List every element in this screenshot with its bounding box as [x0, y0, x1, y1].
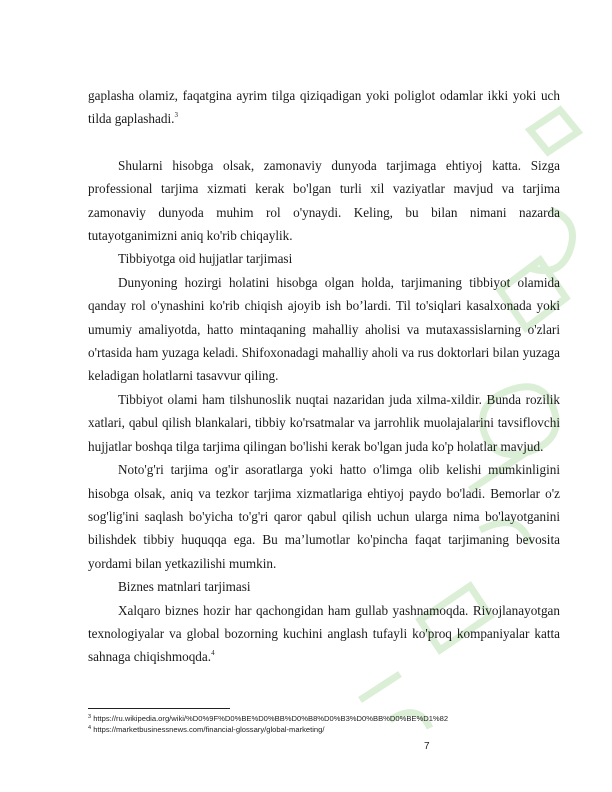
paragraph-1: gaplasha olamiz, faqatgina ayrim tilga qiziqadigan yoki poliglot odamlar ikki yoki uch tilda gaplashadi.$^3$ [88, 88, 560, 127]
body-text [88, 84, 560, 669]
section-heading-medical: Tibbiyotga oid hujjatlar tarjimasi [118, 251, 293, 267]
footnote-ref-4[interactable]: 4 [211, 649, 215, 658]
section-heading-business: Biznes matnlari tarjimasi [118, 579, 251, 595]
page-number: 7 [424, 741, 430, 752]
footnote-link[interactable]: https://ru.wikipedia.org/wiki/%D0%9F%D0%BE%D0%BB%D0%B8%D0%B3%D0%BB%D0%BE%D1%82 [93, 714, 449, 723]
footnote-3: $^3$ https://ru.wikipedia.org/wiki/%D0%9F%D0%BE%D0%BB%D0%B8%D0%B3%D0%BB%D0%BE%D1%82 [88, 714, 449, 723]
footnotes [88, 713, 560, 736]
paragraph-4: Tibbiyot olami ham tilshunoslik nuqtai nazaridan juda xilma-xildir. Bunda rozilik xatlari, qabul qilish blankalari, tibbiy ko'rsatmalar va jarrohlik muolajalarini tavsiflovchi hujjatlar boshqa tilga tarjima qilingan bo'lishi kerak bo'lgan juda ko'p holatlar mavjud. [88, 391, 560, 454]
paragraph-5: Noto'g'ri tarjima og'ir asoratlarga yoki hatto o'limga olib kelishi mumkinligini hisobga olsak, aniq va tezkor tarjima xizmatlariga ehtiyoj paydo bo'ladi. Bemorlar o'z sog'lig'ini saqlash bo'yicha to'g'ri qaror qabul qilish uchun ularga nima bo'layotganini bilishdek tibbiy huquqqa ega. Bu ma’lumotlar ko'pincha faqat tarjimaning bevosita yordami bilan yetkazilishi mumkin. [88, 462, 560, 571]
paragraph-2: Shularni hisobga olsak, zamonaviy dunyoda tarjimaga ehtiyoj katta. Sizga professional tarjima xizmati kerak bo'lgan turli xil vaziyatlar mavjud va tarjima zamonaviy dunyoda muhim rol o'ynaydi. Keling, bu bilan nimani nazarda tutayotganimizni aniq ko'rib chiqaylik. [88, 157, 560, 244]
paragraph-6: Xalqaro biznes hozir har qachongidan ham gullab yashnamoqda. Rivojlanayotgan texnologiyalar va global bozorning kuchini anglash tufayli ko'proq kompaniyalar katta sahnaga chiqishmoqda.$^4$ [88, 602, 560, 665]
footnote-4: $^4$ https://marketbusinessnews.com/financial-glossary/global-marketing/ [88, 725, 325, 735]
footnote-divider [88, 708, 230, 709]
footnote-link[interactable]: https://marketbusinessnews.com/financial-glossary/global-marketing/ [93, 725, 325, 735]
paragraph-3: Dunyoning hozirgi holatini hisobga olgan holda, tarjimaning tibbiyot olamida qanday rol o'ynashini ko'rib chiqish ajoyib ish bo’lardi. Til to'siqlari kasalxonada yoki umumiy amaliyotda, hatto mintaqaning mahalliy aholisi va mutaxassislarning o'zlari o'rtasida ham yuzaga keladi. Shifoxonadagi mahalliy aholi va rus doktorlari bilan yuzaga keladigan holatlarni tasavvur qiling. [88, 274, 560, 384]
footnote-ref-3[interactable]: 3 [174, 111, 178, 120]
